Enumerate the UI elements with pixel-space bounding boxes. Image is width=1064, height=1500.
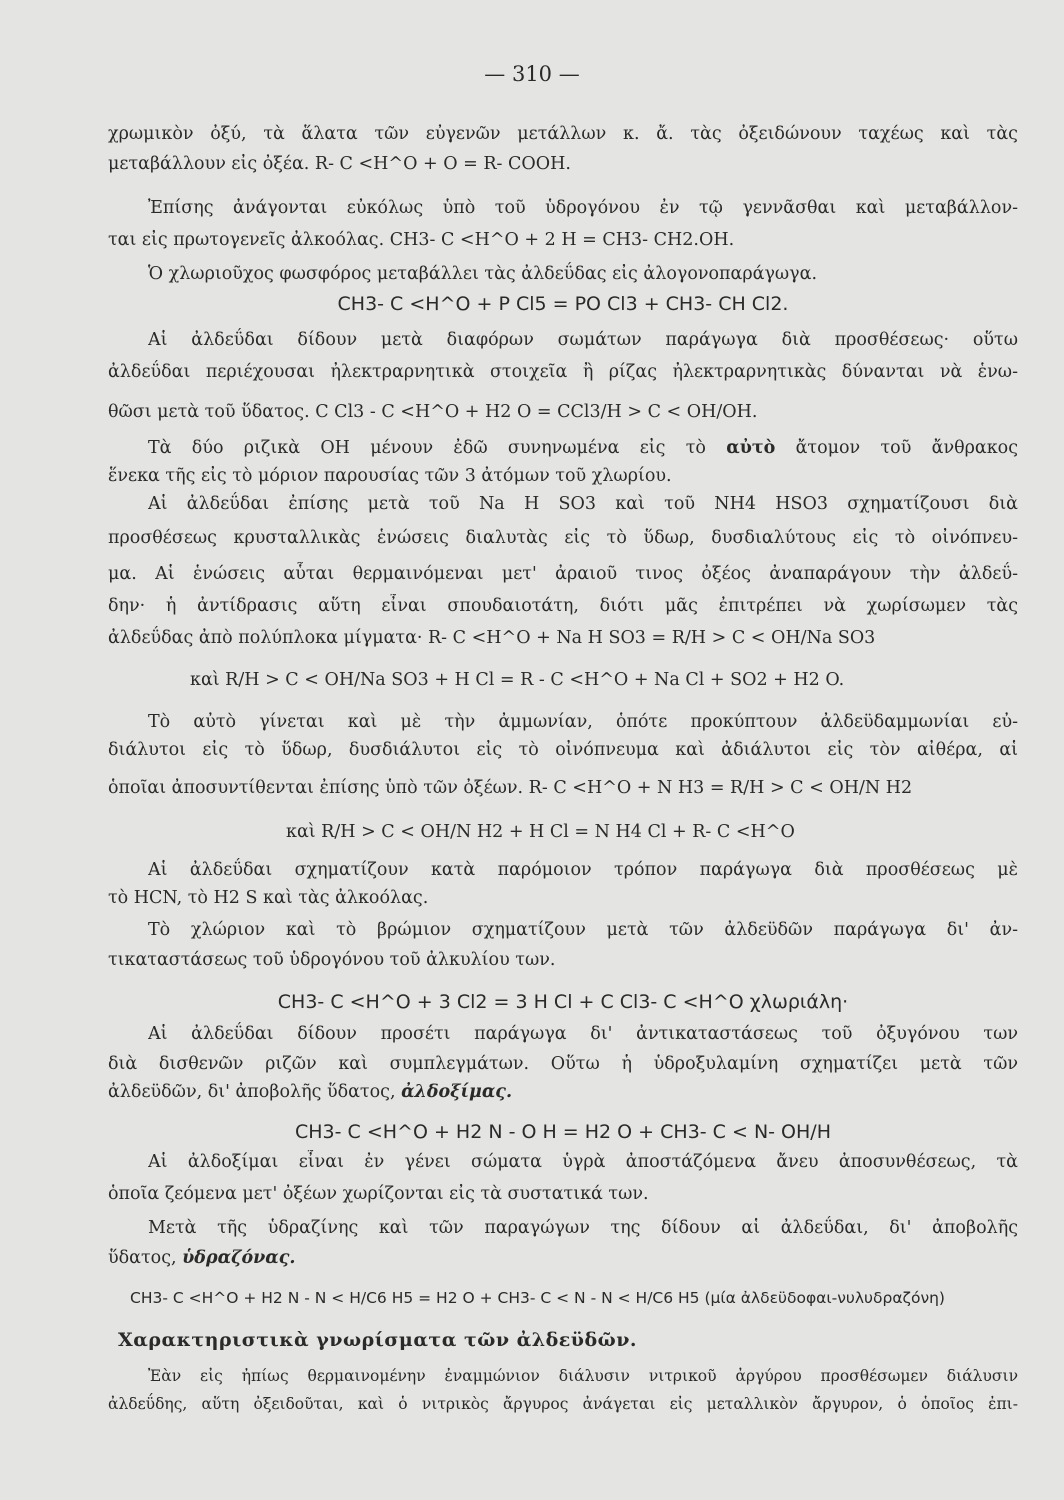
bold-term: αὐτὸ xyxy=(726,438,776,458)
text-line: μα. Αἱ ἑνώσεις αὗται θερμαινόμεναι μετ' ἀραιοῦ τινος ὀξέος ἀναπαράγουν τὴν ἀλδεΰ- xyxy=(108,564,1018,584)
equation-line: CH3- C <Η^Ο + 3 Cl2 = 3 H Cl + C Cl3- C <Η^Ο χλωριάλη· xyxy=(277,991,849,1013)
text-line: Ὁ χλωριοῦχος φωσφόρος μεταβάλλει τὰς ἀλδεΰδας εἰς ἀλογονοπαράγωγα. xyxy=(148,264,818,284)
text-line xyxy=(108,1080,1018,1104)
text-line: ἕνεκα τῆς εἰς τὸ μόριον παρουσίας τῶν 3 ἀτόμων τοῦ χλωρίου. xyxy=(108,466,672,486)
text-line: ἀλδεΰδαι περιέχουσαι ἠλεκτραρνητικὰ στοιχεῖα ἢ ρίζας ἠλεκτραρνητικὰς δύνανται νὰ ἑνω- xyxy=(108,362,1018,382)
equation-line: καὶ R/H > C < OH/N H2 + H Cl = N H4 Cl + R- C <Η^Ο xyxy=(286,822,795,842)
text-line: τὸ HCN, τὸ H2 S καὶ τὰς ἀλκοόλας. xyxy=(108,888,429,908)
text-line: Αἱ ἀλδεΰδαι δίδουν προσέτι παράγωγα δι' ἀντικαταστάσεως τοῦ ὀξυγόνου των xyxy=(148,1024,1018,1044)
text-line: διὰ δισθενῶν ριζῶν καὶ συμπλεγμάτων. Οὕτω ἡ ὑδροξυλαμίνη σχηματίζει μετὰ τῶν xyxy=(108,1054,1018,1074)
text-line: Ἐπίσης ἀνάγονται εὐκόλως ὑπὸ τοῦ ὑδρογόνου ἐν τῷ γεννᾶσθαι καὶ μεταβάλλον- xyxy=(148,198,1018,218)
text-segment: ὕδατος, xyxy=(108,1248,177,1268)
text-line: τικαταστάσεως τοῦ ὑδρογόνου τοῦ ἀλκυλίου των. xyxy=(108,950,556,970)
equation-line: CH3- C <Η^Ο + H2 N - O H = H2 O + CH3- C < N- OH/H xyxy=(295,1121,831,1143)
text-line xyxy=(148,436,1018,460)
text-line: ὁποῖα ζεόμενα μετ' ὀξέων χωρίζονται εἰς τὰ συστατικά των. xyxy=(108,1184,649,1204)
text-line: χρωμικὸν ὀξύ, τὰ ἅλατα τῶν εὐγενῶν μετάλλων κ. ἄ. τὰς ὀξειδώνουν ταχέως καὶ τὰς xyxy=(108,124,1018,144)
text-line: μεταβάλλουν εἰς ὀξέα. R- C <Η^Ο + Ο = R- COOH. xyxy=(108,154,571,174)
text-line: διάλυτοι εἰς τὸ ὕδωρ, δυσδιάλυτοι εἰς τὸ οἰνόπνευμα καὶ ἀδιάλυτοι εἰς τὸν αἰθέρα, αἱ xyxy=(108,740,1018,760)
text-line: Αἱ ἀλδεΰδαι ἐπίσης μετὰ τοῦ Na H SO3 καὶ τοῦ NH4 HSO3 σχηματίζουσι διὰ xyxy=(148,494,1018,514)
text-line: Ἐὰν εἰς ἠπίως θερμαινομένην ἐναμμώνιον διάλυσιν νιτρικοῦ ἀργύρου προσθέσωμεν διάλυσιν xyxy=(148,1367,1018,1385)
equation-line: CH3- C <Η^Ο + P Cl5 = PO Cl3 + CH3- CH Cl2. xyxy=(337,293,789,315)
section-heading: Χαρακτηριστικὰ γνωρίσματα τῶν ἀλδεϋδῶν. xyxy=(118,1329,638,1351)
equation-line: καὶ R/H > C < OH/Na SO3 + H Cl = R - C <Η^Ο + Na Cl + SO2 + H2 O. xyxy=(190,670,845,690)
text-line: Μετὰ τῆς ὑδραζίνης καὶ τῶν παραγώγων της δίδουν αἱ ἀλδεΰδαι, δι' ἀποβολῆς xyxy=(148,1218,1018,1238)
text-line: δην· ἡ ἀντίδρασις αὕτη εἶναι σπουδαιοτάτη, διότι μᾶς ἐπιτρέπει νὰ χωρίσωμεν τὰς xyxy=(108,596,1018,616)
text-line: θῶσι μετὰ τοῦ ὕδατος. C Cl3 - C <Η^Ο + H2 O = CCl3/H > C < OH/OH. xyxy=(108,402,758,422)
text-line: Αἱ ἀλδεΰδαι σχηματίζουν κατὰ παρόμοιον τρόπον παράγωγα διὰ προσθέσεως μὲ xyxy=(148,860,1018,880)
text-segment: ἀλδεϋδῶν, δι' ἀποβολῆς ὕδατος, xyxy=(108,1082,396,1102)
text-line: ὁποῖαι ἀποσυντίθενται ἐπίσης ὑπὸ τῶν ὀξέων. R- C <Η^Ο + N H3 = R/H > C < OH/N H2 xyxy=(108,778,913,798)
equation-line: CH3- C <Η^Ο + H2 N - N < H/C6 H5 = H2 O + CH3- C < N - N < H/C6 H5 (μία ἀλδεϋδοφαι-νυλυδραζόνη) xyxy=(130,1289,945,1307)
text-segment: ἄτομον τοῦ ἄνθρακος xyxy=(775,438,1018,458)
text-line xyxy=(108,1246,1018,1270)
text-line: προσθέσεως κρυσταλλικὰς ἑνώσεις διαλυτὰς εἰς τὸ ὕδωρ, δυσδιαλύτους εἰς τὸ οἰνόπνευ- xyxy=(108,528,1018,548)
text-line: ται εἰς πρωτογενεῖς ἀλκοόλας. CH3- C <Η^Ο + 2 H = CH3- CH2.OH. xyxy=(108,230,735,250)
text-line: Τὸ αὐτὸ γίνεται καὶ μὲ τὴν ἀμμωνίαν, ὁπότε προκύπτουν ἀλδεϋδαμμωνίαι εὐ- xyxy=(148,712,1018,732)
bold-term: ὑδραζόνας. xyxy=(182,1248,296,1268)
text-line: ἀλδεΰδης, αὕτη ὀξειδοῦται, καὶ ὁ νιτρικὸς ἄργυρος ἀνάγεται εἰς μεταλλικὸν ἄργυρον, ὁ ὁποῖος ἐπι- xyxy=(108,1395,1018,1413)
text-line: Τὸ χλώριον καὶ τὸ βρώμιον σχηματίζουν μετὰ τῶν ἀλδεϋδῶν παράγωγα δι' ἀν- xyxy=(148,920,1018,940)
page-number: — 310 — xyxy=(484,62,580,86)
text-line: Αἱ ἀλδοξίμαι εἶναι ἐν γένει σώματα ὑγρὰ ἀποστάζόμενα ἄνευ ἀποσυνθέσεως, τὰ xyxy=(148,1152,1018,1172)
bold-term: ἀλδοξίμας. xyxy=(401,1082,513,1102)
text-segment: Τὰ δύο ριζικὰ OH μένουν ἐδῶ συνηνωμένα εἰς τὸ xyxy=(148,438,727,458)
text-line: ἀλδεΰδας ἀπὸ πολύπλοκα μίγματα· R- C <Η^Ο + Na H SO3 = R/H > C < OH/Na SO3 xyxy=(108,628,876,648)
text-line: Αἱ ἀλδεΰδαι δίδουν μετὰ διαφόρων σωμάτων παράγωγα διὰ προσθέσεως· οὕτω xyxy=(148,330,1018,350)
